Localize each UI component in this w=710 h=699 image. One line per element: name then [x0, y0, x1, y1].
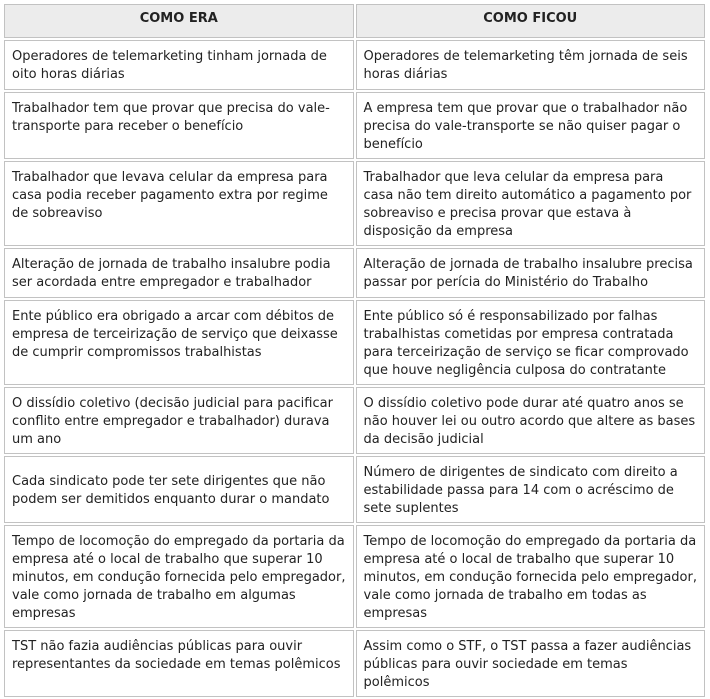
table-row	[4, 387, 705, 454]
cell-como-era: TST não fazia audiências públicas para ouvir representantes da sociedade em temas polêmicos	[4, 630, 354, 697]
table-row	[4, 92, 705, 159]
cell-como-ficou: Assim como o STF, o TST passa a fazer audiências públicas para ouvir sociedade em temas polêmicos	[356, 630, 706, 697]
table-row	[4, 161, 705, 246]
cell-como-era: Ente público era obrigado a arcar com débitos de empresa de terceirização de serviço que deixasse de cumprir compromissos trabalhistas	[4, 300, 354, 385]
header-como-era: COMO ERA	[4, 4, 354, 38]
cell-como-era: Operadores de telemarketing tinham jornada de oito horas diárias	[4, 40, 354, 90]
cell-como-era: Trabalhador tem que provar que precisa do vale-transporte para receber o benefício	[4, 92, 354, 159]
table-row	[4, 456, 705, 523]
header-como-ficou: COMO FICOU	[356, 4, 706, 38]
cell-como-ficou: Operadores de telemarketing têm jornada de seis horas diárias	[356, 40, 706, 90]
header-row	[4, 4, 705, 38]
cell-como-ficou: O dissídio coletivo pode durar até quatro anos se não houver lei ou outro acordo que altere as bases da decisão judicial	[356, 387, 706, 454]
table-row	[4, 248, 705, 298]
cell-como-ficou: Número de dirigentes de sindicato com direito a estabilidade passa para 14 com o acréscimo de sete suplentes	[356, 456, 706, 523]
comparison-table	[2, 2, 707, 699]
cell-como-era: O dissídio coletivo (decisão judicial para pacificar conflito entre empregador e trabalhador) durava um ano	[4, 387, 354, 454]
cell-como-ficou: A empresa tem que provar que o trabalhador não precisa do vale-transporte se não quiser pagar o benefício	[356, 92, 706, 159]
cell-como-era: Trabalhador que levava celular da empresa para casa podia receber pagamento extra por regime de sobreaviso	[4, 161, 354, 246]
table-row	[4, 40, 705, 90]
cell-como-era: Tempo de locomoção do empregado da portaria da empresa até o local de trabalho que superar 10 minutos, em condução fornecida pelo empregador, vale como jornada de trabalho em algumas empresas	[4, 525, 354, 628]
cell-como-era: Cada sindicato pode ter sete dirigentes que não podem ser demitidos enquanto durar o mandato	[4, 456, 354, 523]
table-row	[4, 525, 705, 628]
cell-como-ficou: Alteração de jornada de trabalho insalubre precisa passar por perícia do Ministério do Trabalho	[356, 248, 706, 298]
table-row	[4, 300, 705, 385]
cell-como-ficou: Tempo de locomoção do empregado da portaria da empresa até o local de trabalho que superar 10 minutos, em condução fornecida pelo empregador, vale como jornada de trabalho em todas as empresas	[356, 525, 706, 628]
cell-como-ficou: Trabalhador que leva celular da empresa para casa não tem direito automático a pagamento por sobreaviso e precisa provar que estava à disposição da empresa	[356, 161, 706, 246]
cell-como-era: Alteração de jornada de trabalho insalubre podia ser acordada entre empregador e trabalhador	[4, 248, 354, 298]
comparison-table-container	[2, 2, 707, 699]
table-row	[4, 630, 705, 697]
cell-como-ficou: Ente público só é responsabilizado por falhas trabalhistas cometidas por empresa contratada para terceirização de serviço se ficar comprovado que houve negligência culposa do contratante	[356, 300, 706, 385]
